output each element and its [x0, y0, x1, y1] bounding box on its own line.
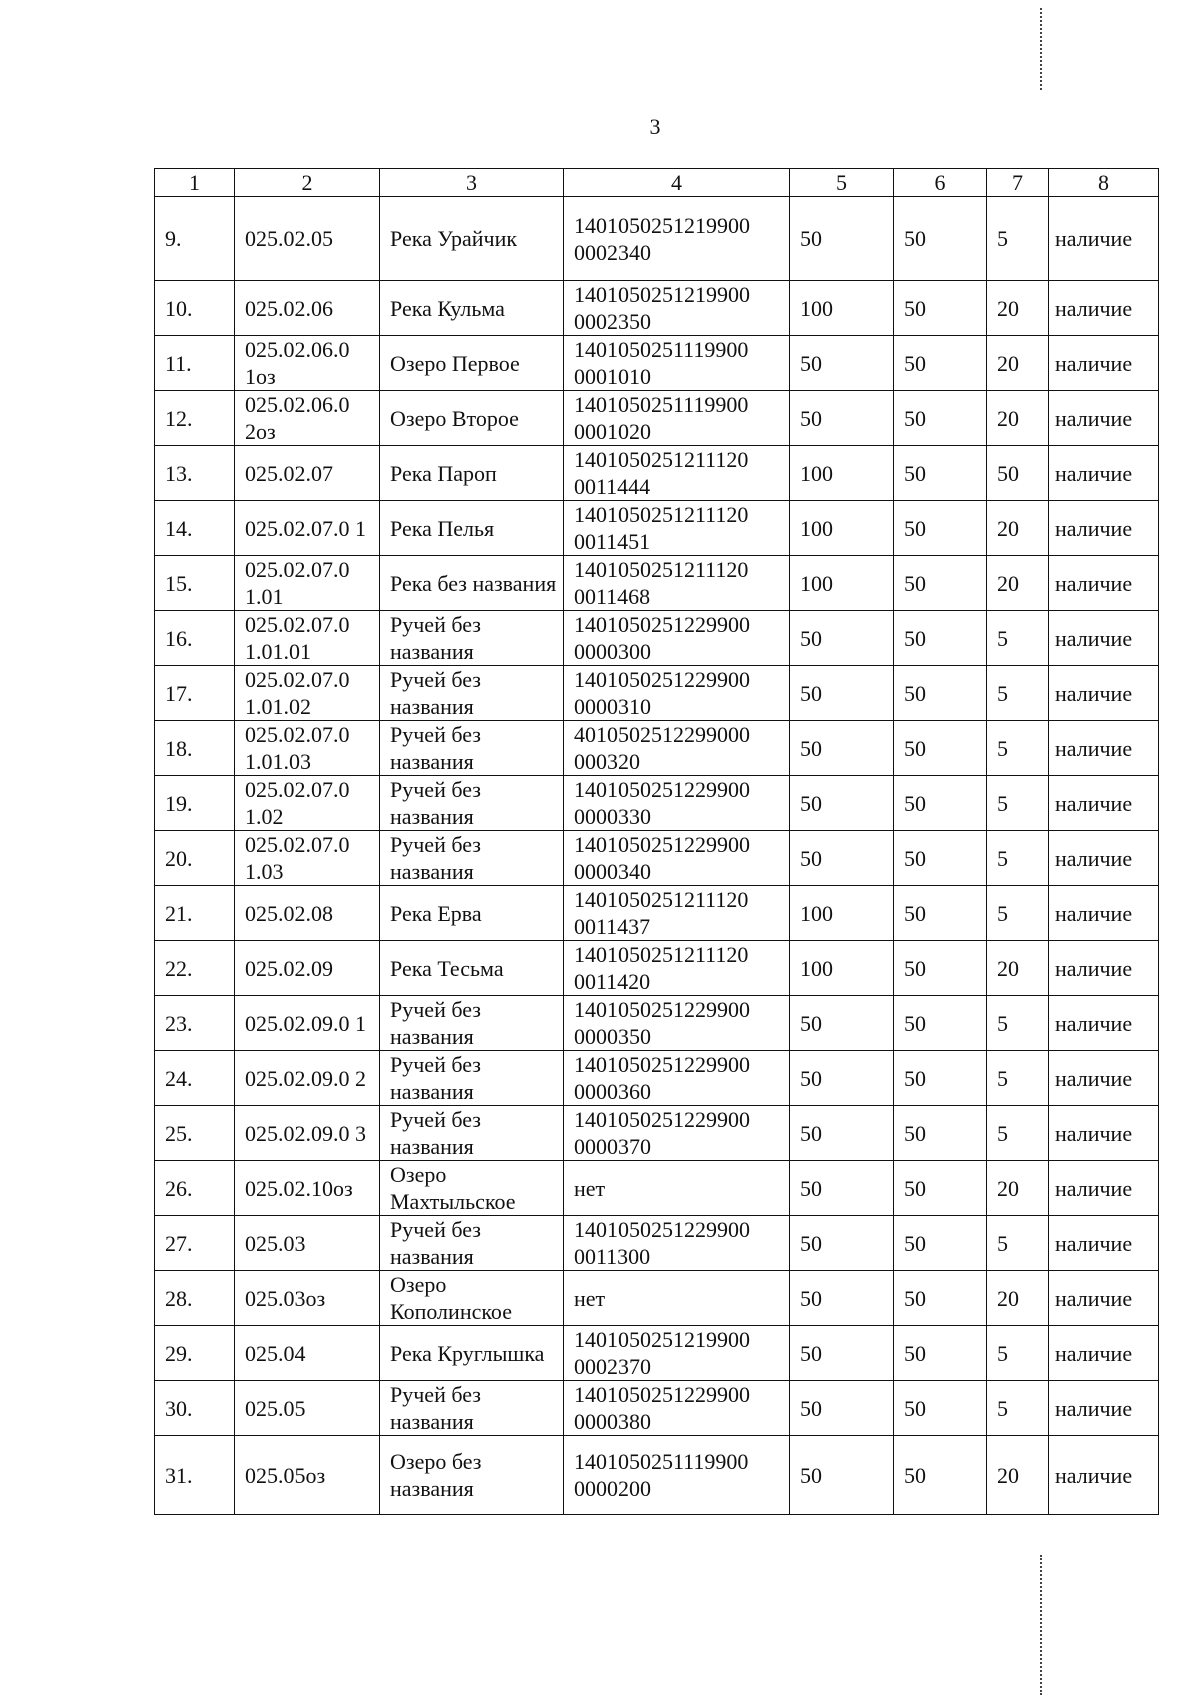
table-cell: Река Урайчик: [380, 197, 564, 281]
table-cell: 1401050251229900 0000340: [564, 831, 790, 886]
table-cell: 1401050251229900 0000350: [564, 996, 790, 1051]
table-cell: 50: [790, 391, 894, 446]
table-cell: 1401050251119900 0001020: [564, 391, 790, 446]
table-cell: 20: [987, 501, 1049, 556]
table-cell: 025.02.09.0 2: [235, 1051, 380, 1106]
table-cell: Ручей без названия: [380, 831, 564, 886]
table-cell: 17.: [155, 666, 235, 721]
table-cell: 1401050251229900 0011300: [564, 1216, 790, 1271]
table-cell: наличие: [1049, 721, 1159, 776]
table-cell: наличие: [1049, 1326, 1159, 1381]
table-row: [155, 886, 1159, 941]
table-cell: 5: [987, 666, 1049, 721]
table-row: [155, 831, 1159, 886]
table-cell: наличие: [1049, 446, 1159, 501]
table-cell: 4010502512299000 000320: [564, 721, 790, 776]
table-cell: 25.: [155, 1106, 235, 1161]
table-cell: 50: [790, 1271, 894, 1326]
table-cell: Река Круглышка: [380, 1326, 564, 1381]
table-cell: 5: [987, 1106, 1049, 1161]
table-cell: 025.02.07.0 1.01: [235, 556, 380, 611]
table-cell: 50: [790, 197, 894, 281]
table-cell: 50: [987, 446, 1049, 501]
table-cell: 20: [987, 1161, 1049, 1216]
table-cell: 20: [987, 1271, 1049, 1326]
table-cell: 025.02.06.0 2оз: [235, 391, 380, 446]
table-row: [155, 1106, 1159, 1161]
table-cell: 11.: [155, 336, 235, 391]
table-cell: 1401050251119900 0000200: [564, 1436, 790, 1515]
table-cell: 20: [987, 941, 1049, 996]
table-cell: 025.02.09.0 1: [235, 996, 380, 1051]
table-cell: наличие: [1049, 831, 1159, 886]
table-cell: 50: [790, 666, 894, 721]
table-cell: 5: [987, 886, 1049, 941]
table-cell: 1401050251229900 0000300: [564, 611, 790, 666]
table-cell: Ручей без названия: [380, 1106, 564, 1161]
table-cell: 1401050251211120 0011468: [564, 556, 790, 611]
table-cell: 1401050251211120 0011444: [564, 446, 790, 501]
table-cell: наличие: [1049, 391, 1159, 446]
table-cell: 5: [987, 1216, 1049, 1271]
table-cell: 5: [987, 776, 1049, 831]
table-cell: 20: [987, 336, 1049, 391]
table-cell: 100: [790, 941, 894, 996]
table-cell: 1401050251229900 0000380: [564, 1381, 790, 1436]
table-cell: 50: [790, 831, 894, 886]
table-cell: Ручей без названия: [380, 996, 564, 1051]
table-cell: 29.: [155, 1326, 235, 1381]
table-row: [155, 996, 1159, 1051]
table-body: [155, 197, 1159, 1515]
table-row: [155, 556, 1159, 611]
table-cell: 025.02.07.0 1.01.02: [235, 666, 380, 721]
table-cell: 025.02.07.0 1.01.01: [235, 611, 380, 666]
table-row: [155, 1436, 1159, 1515]
table-row: [155, 1271, 1159, 1326]
table-cell: наличие: [1049, 886, 1159, 941]
table-cell: Ручей без названия: [380, 1216, 564, 1271]
table-cell: 025.02.10оз: [235, 1161, 380, 1216]
table-cell: 24.: [155, 1051, 235, 1106]
table-cell: 025.02.06.0 1оз: [235, 336, 380, 391]
table-cell: 50: [790, 996, 894, 1051]
table-cell: наличие: [1049, 941, 1159, 996]
table-cell: 50: [894, 1271, 987, 1326]
column-header: 4: [564, 169, 790, 197]
table-cell: 025.02.09: [235, 941, 380, 996]
table-cell: 18.: [155, 721, 235, 776]
table-cell: 50: [790, 721, 894, 776]
table-cell: 50: [790, 1161, 894, 1216]
table-cell: 025.02.08: [235, 886, 380, 941]
table-cell: 5: [987, 1051, 1049, 1106]
table-cell: 10.: [155, 281, 235, 336]
table-cell: наличие: [1049, 501, 1159, 556]
table-cell: наличие: [1049, 1106, 1159, 1161]
table-cell: 025.05оз: [235, 1436, 380, 1515]
table-cell: 50: [894, 721, 987, 776]
table-row: [155, 336, 1159, 391]
table-cell: Река без названия: [380, 556, 564, 611]
table-cell: 50: [894, 886, 987, 941]
column-header: 2: [235, 169, 380, 197]
table-cell: 50: [790, 1381, 894, 1436]
table-cell: Река Ерва: [380, 886, 564, 941]
table-cell: 14.: [155, 501, 235, 556]
table-cell: 19.: [155, 776, 235, 831]
table-row: [155, 666, 1159, 721]
table-cell: 025.02.09.0 3: [235, 1106, 380, 1161]
table-cell: 025.02.07.0 1.03: [235, 831, 380, 886]
column-header: 1: [155, 169, 235, 197]
table-cell: Озеро Махтыльское: [380, 1161, 564, 1216]
table-cell: 1401050251211120 0011451: [564, 501, 790, 556]
table-cell: 100: [790, 446, 894, 501]
table-row: [155, 1161, 1159, 1216]
column-header: 5: [790, 169, 894, 197]
table-cell: 100: [790, 886, 894, 941]
table-cell: 13.: [155, 446, 235, 501]
column-header: 7: [987, 169, 1049, 197]
table-cell: Ручей без названия: [380, 611, 564, 666]
table-cell: 025.02.07.0 1.02: [235, 776, 380, 831]
table-cell: 025.02.07.0 1.01.03: [235, 721, 380, 776]
table-cell: 1401050251229900 0000310: [564, 666, 790, 721]
table-cell: 50: [894, 611, 987, 666]
table-row: [155, 1216, 1159, 1271]
table-row: [155, 611, 1159, 666]
table-row: [155, 391, 1159, 446]
table-cell: 12.: [155, 391, 235, 446]
column-header: 3: [380, 169, 564, 197]
table-cell: 50: [894, 336, 987, 391]
table-cell: 50: [894, 1326, 987, 1381]
table-cell: Озеро Первое: [380, 336, 564, 391]
table-cell: 5: [987, 611, 1049, 666]
table-cell: 16.: [155, 611, 235, 666]
table-cell: наличие: [1049, 611, 1159, 666]
table-cell: 50: [894, 941, 987, 996]
table-cell: 50: [894, 197, 987, 281]
table-cell: нет: [564, 1161, 790, 1216]
table-row: [155, 776, 1159, 831]
table-cell: 23.: [155, 996, 235, 1051]
table-cell: 50: [790, 1106, 894, 1161]
table-cell: Ручей без названия: [380, 1381, 564, 1436]
table-cell: 025.02.07: [235, 446, 380, 501]
table-cell: нет: [564, 1271, 790, 1326]
table-cell: 100: [790, 281, 894, 336]
table-cell: 28.: [155, 1271, 235, 1326]
table-cell: 5: [987, 831, 1049, 886]
table-cell: 31.: [155, 1436, 235, 1515]
table-cell: 100: [790, 501, 894, 556]
table-cell: 50: [790, 1051, 894, 1106]
table-cell: 50: [894, 1436, 987, 1515]
table-row: [155, 1326, 1159, 1381]
table-cell: 5: [987, 721, 1049, 776]
table-cell: 50: [894, 391, 987, 446]
table-cell: 025.02.07.0 1: [235, 501, 380, 556]
table-cell: 50: [790, 336, 894, 391]
table-cell: 50: [790, 776, 894, 831]
table-cell: 025.02.06: [235, 281, 380, 336]
table-cell: 27.: [155, 1216, 235, 1271]
table-cell: наличие: [1049, 197, 1159, 281]
table-cell: 50: [894, 1106, 987, 1161]
table-cell: 025.02.05: [235, 197, 380, 281]
table-cell: 22.: [155, 941, 235, 996]
table-cell: Ручей без названия: [380, 666, 564, 721]
table-cell: 1401050251211120 0011437: [564, 886, 790, 941]
table-cell: наличие: [1049, 1436, 1159, 1515]
table-cell: 1401050251219900 0002340: [564, 197, 790, 281]
table-row: [155, 1381, 1159, 1436]
table-cell: наличие: [1049, 1051, 1159, 1106]
table-cell: наличие: [1049, 1271, 1159, 1326]
water-objects-table: [154, 168, 1159, 1515]
table-cell: Озеро без названия: [380, 1436, 564, 1515]
table-cell: наличие: [1049, 1381, 1159, 1436]
table-cell: 1401050251219900 0002350: [564, 281, 790, 336]
table-cell: 20: [987, 1436, 1049, 1515]
table-row: [155, 501, 1159, 556]
table-cell: наличие: [1049, 556, 1159, 611]
table-cell: 50: [894, 1161, 987, 1216]
table-cell: 50: [894, 1381, 987, 1436]
table-cell: Озеро Второе: [380, 391, 564, 446]
table-cell: 1401050251229900 0000370: [564, 1106, 790, 1161]
table-cell: 1401050251219900 0002370: [564, 1326, 790, 1381]
table-cell: 50: [894, 831, 987, 886]
table-cell: 50: [790, 1216, 894, 1271]
table-header-row: [155, 169, 1159, 197]
table-cell: 1401050251229900 0000360: [564, 1051, 790, 1106]
table-cell: наличие: [1049, 336, 1159, 391]
table-cell: 50: [894, 776, 987, 831]
column-header: 6: [894, 169, 987, 197]
table-row: [155, 281, 1159, 336]
table-cell: Река Тесьма: [380, 941, 564, 996]
table-cell: Река Кульма: [380, 281, 564, 336]
table-cell: 50: [894, 996, 987, 1051]
table-cell: Река Пароп: [380, 446, 564, 501]
table-cell: 20: [987, 556, 1049, 611]
table-cell: 5: [987, 996, 1049, 1051]
table-row: [155, 941, 1159, 996]
table-cell: Ручей без названия: [380, 1051, 564, 1106]
table-cell: 50: [894, 666, 987, 721]
scan-edge-mark-top: [1040, 8, 1045, 90]
table-cell: Река Пелья: [380, 501, 564, 556]
table-cell: 1401050251229900 0000330: [564, 776, 790, 831]
table-cell: наличие: [1049, 776, 1159, 831]
page-number: 3: [649, 114, 661, 139]
table-cell: 50: [894, 281, 987, 336]
table-cell: 025.05: [235, 1381, 380, 1436]
table-cell: Ручей без названия: [380, 776, 564, 831]
table-cell: наличие: [1049, 281, 1159, 336]
table-cell: 50: [894, 556, 987, 611]
table-cell: Озеро Кополинское: [380, 1271, 564, 1326]
table-cell: 21.: [155, 886, 235, 941]
table-cell: 100: [790, 556, 894, 611]
table-cell: 1401050251211120 0011420: [564, 941, 790, 996]
table-cell: наличие: [1049, 996, 1159, 1051]
table-cell: 50: [894, 1216, 987, 1271]
table-row: [155, 721, 1159, 776]
table-cell: наличие: [1049, 1216, 1159, 1271]
table-row: [155, 446, 1159, 501]
table-cell: 1401050251119900 0001010: [564, 336, 790, 391]
table-cell: 20: [987, 281, 1049, 336]
table-cell: Ручей без названия: [380, 721, 564, 776]
table-cell: 15.: [155, 556, 235, 611]
table-cell: 025.04: [235, 1326, 380, 1381]
table-cell: 9.: [155, 197, 235, 281]
table-cell: 30.: [155, 1381, 235, 1436]
table-cell: 50: [894, 501, 987, 556]
table-cell: 50: [790, 1436, 894, 1515]
table-cell: 20: [987, 391, 1049, 446]
table-cell: 5: [987, 1326, 1049, 1381]
table-cell: наличие: [1049, 666, 1159, 721]
table-cell: 5: [987, 197, 1049, 281]
table-cell: 5: [987, 1381, 1049, 1436]
table-cell: 20.: [155, 831, 235, 886]
table-row: [155, 197, 1159, 281]
table-cell: 50: [790, 611, 894, 666]
table-cell: 025.03оз: [235, 1271, 380, 1326]
table-cell: 025.03: [235, 1216, 380, 1271]
table-cell: наличие: [1049, 1161, 1159, 1216]
column-header: 8: [1049, 169, 1159, 197]
table-cell: 26.: [155, 1161, 235, 1216]
table-cell: 50: [894, 1051, 987, 1106]
scan-edge-mark-bottom: [1040, 1555, 1045, 1695]
table-cell: 50: [894, 446, 987, 501]
table-row: [155, 1051, 1159, 1106]
table-cell: 50: [790, 1326, 894, 1381]
